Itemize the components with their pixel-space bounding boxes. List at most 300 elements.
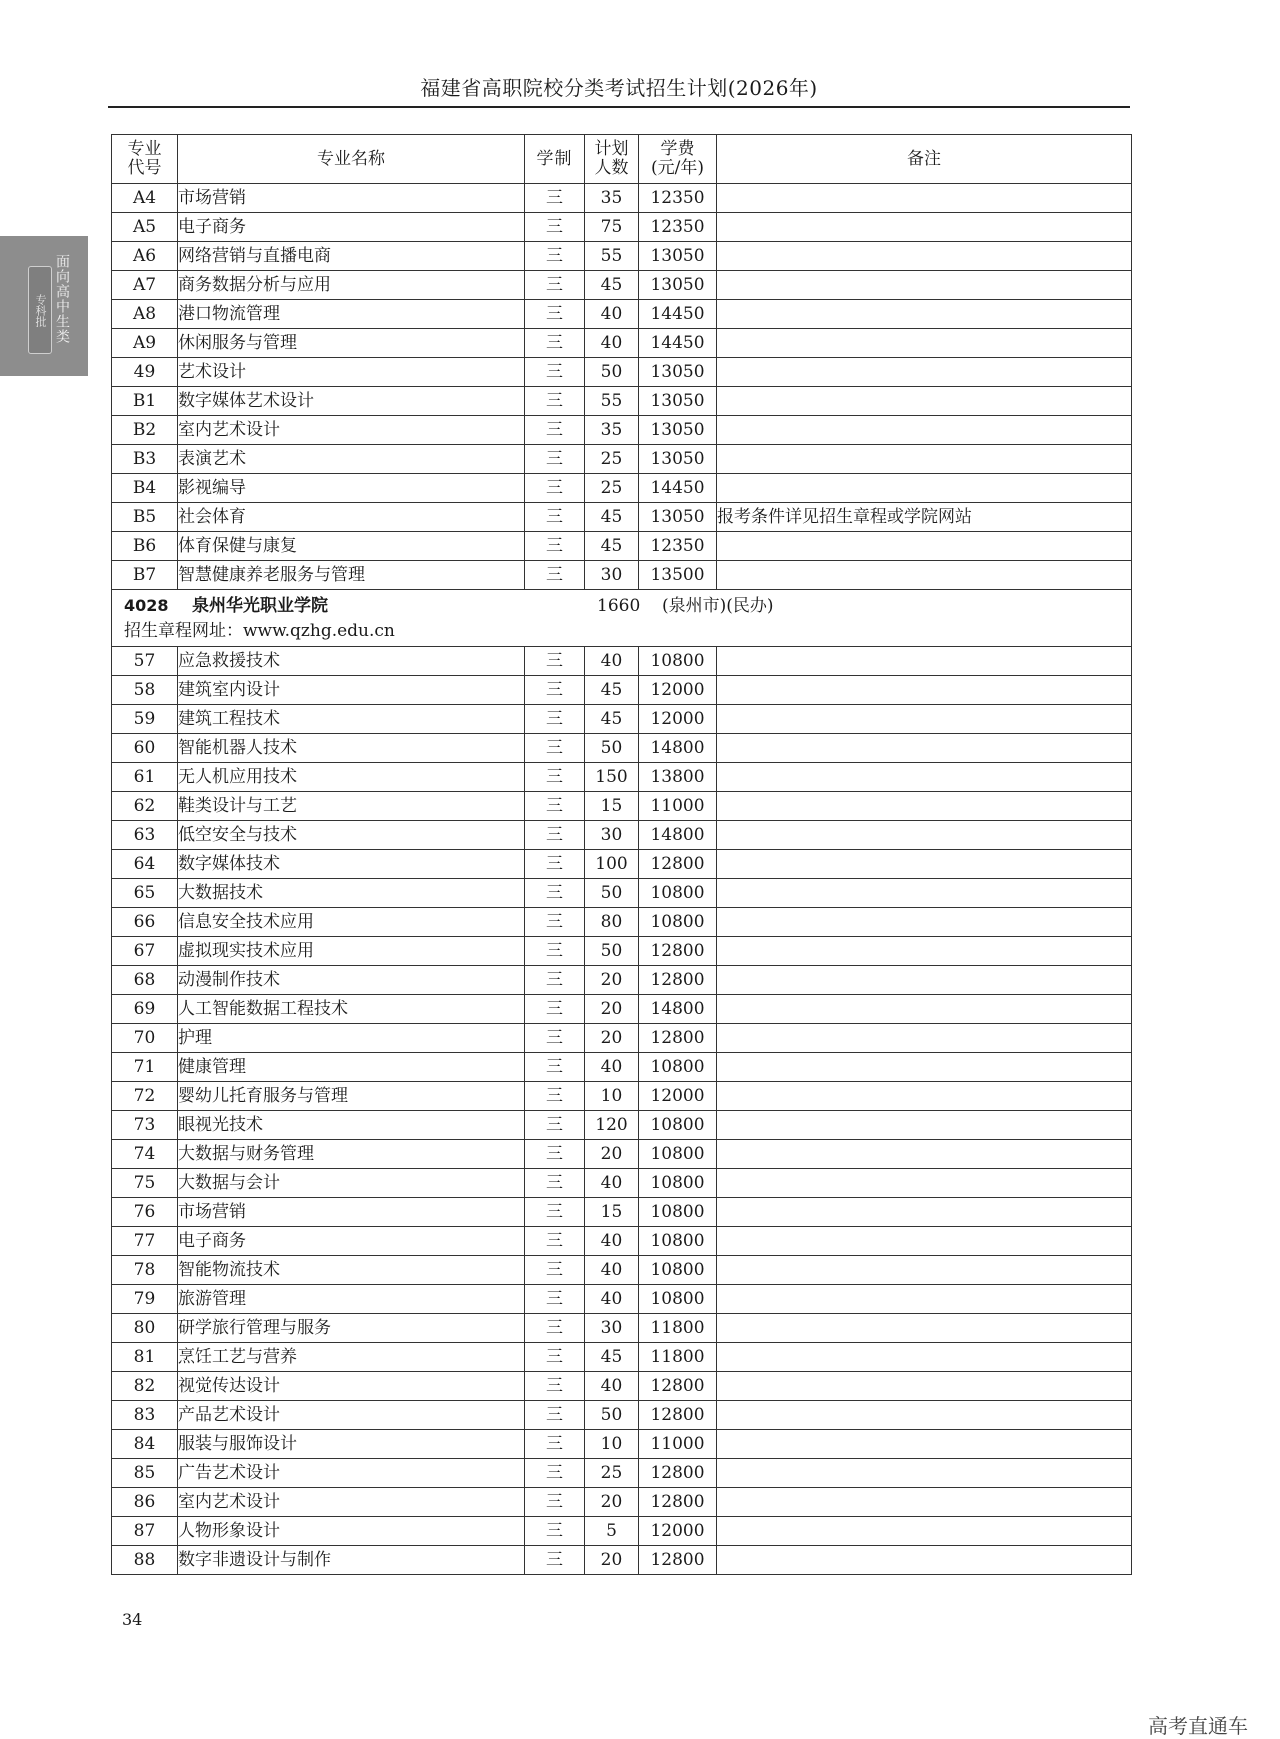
table-row: [112, 1169, 1132, 1198]
quota-cell: 80: [585, 908, 639, 937]
major-code-cell: 88: [112, 1546, 178, 1575]
major-code-cell: 60: [112, 734, 178, 763]
quota-cell: 45: [585, 1343, 639, 1372]
note-cell: [717, 1256, 1132, 1285]
page-number: 34: [122, 1610, 143, 1629]
duration-cell: 三: [525, 474, 585, 503]
quota-cell: 40: [585, 1169, 639, 1198]
table-row: [112, 184, 1132, 213]
institution-row: [112, 590, 1132, 647]
table-row: [112, 792, 1132, 821]
note-cell: [717, 908, 1132, 937]
major-code-cell: 82: [112, 1372, 178, 1401]
quota-cell: 35: [585, 416, 639, 445]
quota-cell: 40: [585, 1053, 639, 1082]
quota-cell: 50: [585, 937, 639, 966]
quota-cell: 45: [585, 532, 639, 561]
duration-cell: 三: [525, 445, 585, 474]
duration-cell: 三: [525, 1227, 585, 1256]
duration-cell: 三: [525, 763, 585, 792]
institution-name: 泉州华光职业学院: [192, 596, 328, 616]
note-cell: [717, 271, 1132, 300]
quota-cell: 20: [585, 1546, 639, 1575]
table-row: [112, 1488, 1132, 1517]
fee-cell: 11800: [639, 1343, 717, 1372]
note-cell: [717, 242, 1132, 271]
major-name-cell: 大数据与会计: [178, 1169, 525, 1198]
major-name-cell: 婴幼儿托育服务与管理: [178, 1082, 525, 1111]
major-code-cell: B4: [112, 474, 178, 503]
duration-cell: 三: [525, 1053, 585, 1082]
major-name-cell: 大数据与财务管理: [178, 1140, 525, 1169]
table-row: [112, 1082, 1132, 1111]
note-cell: [717, 329, 1132, 358]
major-code-cell: 79: [112, 1285, 178, 1314]
duration-cell: 三: [525, 387, 585, 416]
duration-cell: 三: [525, 1314, 585, 1343]
table-row: [112, 1517, 1132, 1546]
note-cell: [717, 1314, 1132, 1343]
fee-cell: 13050: [639, 445, 717, 474]
quota-cell: 120: [585, 1111, 639, 1140]
fee-cell: 12350: [639, 532, 717, 561]
major-code-cell: 61: [112, 763, 178, 792]
duration-cell: 三: [525, 213, 585, 242]
duration-cell: 三: [525, 1140, 585, 1169]
fee-cell: 12800: [639, 1024, 717, 1053]
fee-cell: 14450: [639, 300, 717, 329]
note-cell: [717, 1401, 1132, 1430]
duration-cell: 三: [525, 734, 585, 763]
table-row: [112, 1343, 1132, 1372]
duration-cell: 三: [525, 1488, 585, 1517]
major-name-cell: 广告艺术设计: [178, 1459, 525, 1488]
table-row: [112, 1111, 1132, 1140]
duration-cell: 三: [525, 1285, 585, 1314]
note-cell: [717, 1227, 1132, 1256]
quota-cell: 10: [585, 1430, 639, 1459]
duration-cell: 三: [525, 792, 585, 821]
table-row: [112, 329, 1132, 358]
quota-cell: 40: [585, 1227, 639, 1256]
major-code-cell: 76: [112, 1198, 178, 1227]
duration-cell: 三: [525, 850, 585, 879]
major-name-cell: 低空安全与技术: [178, 821, 525, 850]
quota-cell: 45: [585, 271, 639, 300]
fee-cell: 14450: [639, 329, 717, 358]
fee-cell: 13050: [639, 271, 717, 300]
note-cell: [717, 1024, 1132, 1053]
fee-cell: 12350: [639, 184, 717, 213]
duration-cell: 三: [525, 647, 585, 676]
fee-cell: 10800: [639, 1285, 717, 1314]
quota-cell: 45: [585, 676, 639, 705]
table-row: [112, 474, 1132, 503]
duration-cell: 三: [525, 937, 585, 966]
major-name-cell: 室内艺术设计: [178, 416, 525, 445]
header-fee: 学费 (元/年): [639, 135, 717, 184]
note-cell: [717, 1430, 1132, 1459]
note-cell: [717, 1082, 1132, 1111]
header-divider: [108, 106, 1130, 108]
table-row: [112, 532, 1132, 561]
note-cell: [717, 300, 1132, 329]
duration-cell: 三: [525, 532, 585, 561]
quota-cell: 35: [585, 184, 639, 213]
fee-cell: 13500: [639, 561, 717, 590]
table-row: [112, 1459, 1132, 1488]
quota-cell: 20: [585, 1488, 639, 1517]
note-cell: [717, 1517, 1132, 1546]
table-row: [112, 1053, 1132, 1082]
table-row: [112, 445, 1132, 474]
major-code-cell: 85: [112, 1459, 178, 1488]
table-row: [112, 1024, 1132, 1053]
note-cell: [717, 763, 1132, 792]
table-row: [112, 300, 1132, 329]
note-cell: [717, 561, 1132, 590]
duration-cell: 三: [525, 1343, 585, 1372]
duration-cell: 三: [525, 1401, 585, 1430]
duration-cell: 三: [525, 1459, 585, 1488]
table-row: [112, 1401, 1132, 1430]
major-name-cell: 影视编导: [178, 474, 525, 503]
quota-cell: 40: [585, 647, 639, 676]
fee-cell: 11000: [639, 1430, 717, 1459]
note-cell: [717, 705, 1132, 734]
header-major-name: 专业名称: [178, 135, 525, 184]
quota-cell: 40: [585, 329, 639, 358]
table-row: [112, 908, 1132, 937]
quota-cell: 10: [585, 1082, 639, 1111]
side-section-tab: [0, 236, 88, 376]
major-code-cell: 74: [112, 1140, 178, 1169]
fee-cell: 13050: [639, 503, 717, 532]
duration-cell: 三: [525, 358, 585, 387]
duration-cell: 三: [525, 966, 585, 995]
duration-cell: 三: [525, 879, 585, 908]
fee-cell: 10800: [639, 647, 717, 676]
major-name-cell: 信息安全技术应用: [178, 908, 525, 937]
duration-cell: 三: [525, 908, 585, 937]
major-code-cell: A4: [112, 184, 178, 213]
table-row: [112, 734, 1132, 763]
duration-cell: 三: [525, 561, 585, 590]
duration-cell: 三: [525, 995, 585, 1024]
quota-cell: 40: [585, 300, 639, 329]
duration-cell: 三: [525, 184, 585, 213]
quota-cell: 25: [585, 1459, 639, 1488]
duration-cell: 三: [525, 242, 585, 271]
fee-cell: 13050: [639, 358, 717, 387]
table-row: [112, 1314, 1132, 1343]
table-row: [112, 705, 1132, 734]
fee-cell: 12000: [639, 705, 717, 734]
duration-cell: 三: [525, 705, 585, 734]
table-row: [112, 937, 1132, 966]
institution-code: 4028: [124, 596, 169, 615]
quota-cell: 50: [585, 1401, 639, 1430]
table-row: [112, 821, 1132, 850]
quota-cell: 50: [585, 879, 639, 908]
fee-cell: 10800: [639, 1198, 717, 1227]
enrollment-plan-table: [111, 134, 1132, 1575]
institution-cell: [112, 590, 1132, 647]
quota-cell: 55: [585, 242, 639, 271]
major-code-cell: A8: [112, 300, 178, 329]
table-row: [112, 676, 1132, 705]
quota-cell: 40: [585, 1372, 639, 1401]
duration-cell: 三: [525, 329, 585, 358]
fee-cell: 13050: [639, 242, 717, 271]
major-code-cell: A5: [112, 213, 178, 242]
table-row: [112, 561, 1132, 590]
major-code-cell: B7: [112, 561, 178, 590]
duration-cell: 三: [525, 1024, 585, 1053]
table-row: [112, 850, 1132, 879]
quota-cell: 15: [585, 1198, 639, 1227]
fee-cell: 12350: [639, 213, 717, 242]
major-name-cell: 烹饪工艺与营养: [178, 1343, 525, 1372]
duration-cell: 三: [525, 676, 585, 705]
table-row: [112, 1372, 1132, 1401]
major-name-cell: 智能物流技术: [178, 1256, 525, 1285]
note-cell: [717, 792, 1132, 821]
note-cell: [717, 1169, 1132, 1198]
note-cell: [717, 1198, 1132, 1227]
note-cell: [717, 1285, 1132, 1314]
duration-cell: 三: [525, 1169, 585, 1198]
major-name-cell: 建筑室内设计: [178, 676, 525, 705]
major-code-cell: 84: [112, 1430, 178, 1459]
fee-cell: 14800: [639, 821, 717, 850]
note-cell: [717, 474, 1132, 503]
institution-quota: 1660: [597, 596, 641, 616]
major-name-cell: 人工智能数据工程技术: [178, 995, 525, 1024]
fee-cell: 10800: [639, 1256, 717, 1285]
quota-cell: 40: [585, 1285, 639, 1314]
quota-cell: 20: [585, 966, 639, 995]
institution-section: [112, 590, 1132, 647]
table-row: [112, 358, 1132, 387]
quota-cell: 25: [585, 474, 639, 503]
duration-cell: 三: [525, 821, 585, 850]
major-code-cell: 65: [112, 879, 178, 908]
duration-cell: 三: [525, 1430, 585, 1459]
major-name-cell: 服装与服饰设计: [178, 1430, 525, 1459]
table-row: [112, 1285, 1132, 1314]
note-cell: [717, 1459, 1132, 1488]
side-tab-inner-label: 专科批: [28, 266, 52, 354]
fee-cell: 13050: [639, 387, 717, 416]
major-name-cell: 市场营销: [178, 1198, 525, 1227]
note-cell: [717, 416, 1132, 445]
note-cell: [717, 850, 1132, 879]
fee-cell: 12000: [639, 676, 717, 705]
header-major-code: 专业 代号: [112, 135, 178, 184]
table-row: [112, 1546, 1132, 1575]
major-code-cell: 81: [112, 1343, 178, 1372]
quota-cell: 100: [585, 850, 639, 879]
table-row: [112, 242, 1132, 271]
major-name-cell: 护理: [178, 1024, 525, 1053]
fee-cell: 12800: [639, 850, 717, 879]
major-name-cell: 产品艺术设计: [178, 1401, 525, 1430]
table-row: [112, 1430, 1132, 1459]
major-code-cell: 75: [112, 1169, 178, 1198]
quota-cell: 40: [585, 1256, 639, 1285]
major-name-cell: 电子商务: [178, 1227, 525, 1256]
quota-cell: 20: [585, 1140, 639, 1169]
major-code-cell: 69: [112, 995, 178, 1024]
major-name-cell: 应急救援技术: [178, 647, 525, 676]
major-name-cell: 虚拟现实技术应用: [178, 937, 525, 966]
major-name-cell: 商务数据分析与应用: [178, 271, 525, 300]
note-cell: [717, 445, 1132, 474]
major-code-cell: 78: [112, 1256, 178, 1285]
quota-cell: 45: [585, 705, 639, 734]
quota-cell: 75: [585, 213, 639, 242]
table-row: [112, 1227, 1132, 1256]
duration-cell: 三: [525, 1111, 585, 1140]
table-row: [112, 763, 1132, 792]
table-row: [112, 213, 1132, 242]
quota-cell: 20: [585, 1024, 639, 1053]
side-tab-label: 面向高中生类: [54, 254, 70, 344]
major-code-cell: 58: [112, 676, 178, 705]
quota-cell: 45: [585, 503, 639, 532]
major-name-cell: 健康管理: [178, 1053, 525, 1082]
major-code-cell: 59: [112, 705, 178, 734]
table-row: [112, 647, 1132, 676]
major-code-cell: B5: [112, 503, 178, 532]
institution-location: (泉州市)(民办): [662, 596, 774, 616]
major-code-cell: 73: [112, 1111, 178, 1140]
note-cell: [717, 358, 1132, 387]
note-cell: [717, 213, 1132, 242]
major-code-cell: 87: [112, 1517, 178, 1546]
major-name-cell: 社会体育: [178, 503, 525, 532]
table-row: [112, 416, 1132, 445]
header-duration: 学制: [525, 135, 585, 184]
table-row: [112, 966, 1132, 995]
duration-cell: 三: [525, 1256, 585, 1285]
note-cell: [717, 1488, 1132, 1517]
major-code-cell: B1: [112, 387, 178, 416]
fee-cell: 10800: [639, 1227, 717, 1256]
table-row: [112, 995, 1132, 1024]
major-code-cell: 66: [112, 908, 178, 937]
fee-cell: 12800: [639, 937, 717, 966]
fee-cell: 13050: [639, 416, 717, 445]
major-name-cell: 体育保健与康复: [178, 532, 525, 561]
major-code-cell: 80: [112, 1314, 178, 1343]
fee-cell: 12800: [639, 1488, 717, 1517]
major-code-cell: 67: [112, 937, 178, 966]
major-code-cell: 70: [112, 1024, 178, 1053]
quota-cell: 30: [585, 821, 639, 850]
fee-cell: 12800: [639, 1459, 717, 1488]
note-cell: [717, 995, 1132, 1024]
table-header-row: [112, 135, 1132, 184]
fee-cell: 10800: [639, 1053, 717, 1082]
quota-cell: 15: [585, 792, 639, 821]
table-row: [112, 387, 1132, 416]
fee-cell: 14800: [639, 995, 717, 1024]
note-cell: [717, 1546, 1132, 1575]
table-row: [112, 879, 1132, 908]
fee-cell: 12800: [639, 1401, 717, 1430]
fee-cell: 12000: [639, 1082, 717, 1111]
quota-cell: 5: [585, 1517, 639, 1546]
major-name-cell: 数字媒体艺术设计: [178, 387, 525, 416]
major-name-cell: 动漫制作技术: [178, 966, 525, 995]
major-code-cell: 77: [112, 1227, 178, 1256]
note-cell: [717, 1140, 1132, 1169]
major-code-cell: 57: [112, 647, 178, 676]
note-cell: [717, 184, 1132, 213]
fee-cell: 13800: [639, 763, 717, 792]
fee-cell: 10800: [639, 879, 717, 908]
fee-cell: 10800: [639, 908, 717, 937]
major-code-cell: 63: [112, 821, 178, 850]
note-cell: [717, 532, 1132, 561]
table-row: [112, 1140, 1132, 1169]
major-name-cell: 艺术设计: [178, 358, 525, 387]
major-name-cell: 数字非遗设计与制作: [178, 1546, 525, 1575]
note-cell: [717, 937, 1132, 966]
duration-cell: 三: [525, 416, 585, 445]
major-name-cell: 表演艺术: [178, 445, 525, 474]
major-code-cell: 68: [112, 966, 178, 995]
fee-cell: 11800: [639, 1314, 717, 1343]
fee-cell: 10800: [639, 1111, 717, 1140]
major-name-cell: 室内艺术设计: [178, 1488, 525, 1517]
major-name-cell: 港口物流管理: [178, 300, 525, 329]
note-cell: [717, 387, 1132, 416]
page-title: 福建省高职院校分类考试招生计划(2026年): [420, 76, 818, 100]
major-name-cell: 旅游管理: [178, 1285, 525, 1314]
fee-cell: 12800: [639, 1372, 717, 1401]
note-cell: [717, 821, 1132, 850]
major-code-cell: 72: [112, 1082, 178, 1111]
major-name-cell: 市场营销: [178, 184, 525, 213]
header-note: 备注: [717, 135, 1132, 184]
major-code-cell: 86: [112, 1488, 178, 1517]
quota-cell: 20: [585, 995, 639, 1024]
note-cell: [717, 647, 1132, 676]
duration-cell: 三: [525, 1082, 585, 1111]
major-code-cell: 62: [112, 792, 178, 821]
major-code-cell: B3: [112, 445, 178, 474]
major-name-cell: 人物形象设计: [178, 1517, 525, 1546]
table-body-top: [112, 184, 1132, 590]
major-name-cell: 智能机器人技术: [178, 734, 525, 763]
note-cell: [717, 734, 1132, 763]
major-code-cell: B6: [112, 532, 178, 561]
major-name-cell: 研学旅行管理与服务: [178, 1314, 525, 1343]
major-code-cell: B2: [112, 416, 178, 445]
major-code-cell: 71: [112, 1053, 178, 1082]
note-cell: [717, 1343, 1132, 1372]
duration-cell: 三: [525, 503, 585, 532]
institution-url: 招生章程网址：www.qzhg.edu.cn: [124, 621, 395, 641]
table-row: [112, 1198, 1132, 1227]
table-row: [112, 503, 1132, 532]
major-name-cell: 眼视光技术: [178, 1111, 525, 1140]
major-code-cell: A6: [112, 242, 178, 271]
quota-cell: 30: [585, 561, 639, 590]
